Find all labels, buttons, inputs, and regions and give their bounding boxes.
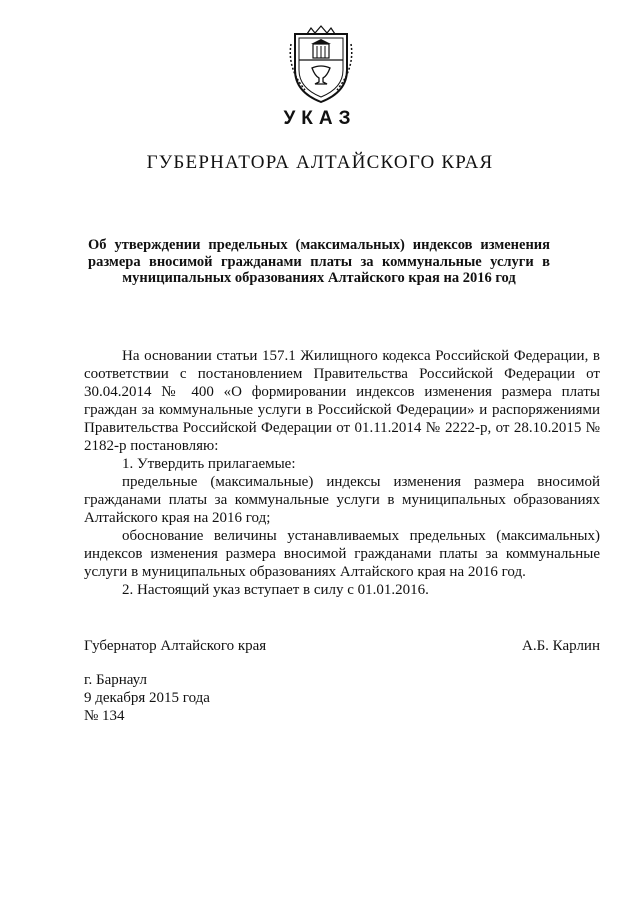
document-body [84, 347, 600, 599]
place: г. Барнаул [84, 672, 147, 688]
document-title: Об утверждении предельных (максимальных) индексов изменения размера вносимой гражданами платы за коммунальные услуги в муниципальных образованиях Алтайского края на 2016 год [88, 237, 550, 286]
body-item-1-justification: обоснование величины устанавливаемых предельных (максимальных) индексов изменения размера вносимой гражданами платы за коммунальные услуги в муниципальных образованиях Алтайского края на 2016 год. [84, 528, 600, 580]
date: 9 декабря 2015 года [84, 690, 210, 706]
signatory-name: А.Б. Карлин [521, 638, 600, 654]
altai-krai-coat-of-arms-icon [285, 24, 357, 104]
body-item-1-indexes: предельные (максимальные) индексы изменения размера вносимой гражданами платы за коммунальные услуги в муниципальных образованиях Алтайского края на 2016 год; [84, 474, 600, 526]
document-type: УКАЗ [283, 108, 357, 129]
body-item-1: 1. Утвердить прилагаемые: [122, 456, 296, 472]
body-item-2: 2. Настоящий указ вступает в силу с 01.01.2016. [122, 582, 429, 598]
signatory-position: Губернатор Алтайского края [84, 638, 267, 654]
document-number: № 134 [84, 708, 125, 724]
issuer: ГУБЕРНАТОРА АЛТАЙСКОГО КРАЯ [146, 152, 494, 173]
document-footer [84, 671, 210, 725]
body-paragraph-basis: На основании статьи 157.1 Жилищного кодекса Российской Федерации, в соответствии с постановлением Правительства Российской Федерации от 30.04.2014 № 400 «О формировании индексов изменения размера платы граждан за коммунальные услуги в Российской Федерации» и распоряжениями Правительства Российской Федерации от 01.11.2014 № 2222-р, от 28.10.2015 № 2182-р постановляю: [84, 348, 600, 454]
signature-block [84, 638, 600, 655]
